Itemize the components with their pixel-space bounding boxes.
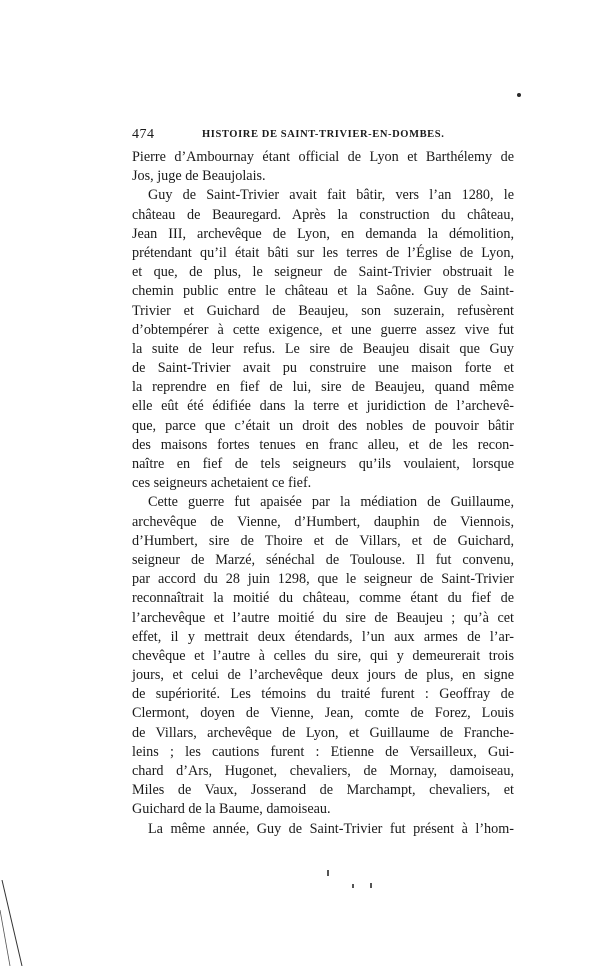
text-line: jours, et celui de l’archevêque deux jours de plus, en signe bbox=[132, 667, 514, 684]
text-line: naître en fief de tels seigneurs qu’ils voulaient, lorsque bbox=[132, 456, 514, 472]
text-line: que, parce que c’était un droit des nobles de pouvoir bâtir bbox=[132, 417, 514, 434]
text-line: Clermont, doyen de Vienne, Jean, comte de Forez, Louis bbox=[132, 705, 514, 722]
ink-speck bbox=[352, 884, 354, 888]
text-line: Jos, juge de Beaujolais. bbox=[132, 168, 266, 185]
text-line: des maisons fortes tenues en franc alleu, et de les recon- bbox=[132, 436, 514, 453]
text-line: château de Beauregard. Après la construction du château, bbox=[132, 206, 514, 223]
text-line: la reprendre en fief de lui, sire de Beaujeu, quand même bbox=[132, 379, 514, 396]
text-line: Pierre d’Ambournay étant official de Lyon et Barthélemy de bbox=[132, 149, 514, 165]
body-text bbox=[132, 148, 514, 839]
text-line: Trivier et Guichard de Beaujeu, son suzerain, refusèrent bbox=[132, 302, 514, 319]
text-line: l’archevêque et l’autre moitié du sire de Beaujeu ; qu’à cet bbox=[132, 609, 514, 626]
text-line: prétendant qu’il était bâti sur les terres de l’Église de Lyon, bbox=[132, 244, 514, 261]
text-line: reconnaîtrait la moitié du château, comme étant du fief de bbox=[132, 590, 514, 607]
text-line: Miles de Vaux, Josserand de Marchampt, chevaliers, et bbox=[132, 782, 514, 799]
text-line: Guichard de la Baume, damoiseau. bbox=[132, 801, 331, 818]
text-line: la suite de leur refus. Le sire de Beaujeu disait que Guy bbox=[132, 340, 514, 357]
text-line: et que, de plus, le seigneur de Saint-Trivier obstruait le bbox=[132, 264, 514, 281]
text-line: chemin public entre le château et la Saône. Guy de Saint- bbox=[132, 283, 514, 300]
ink-speck bbox=[370, 883, 372, 888]
text-line: d’Humbert, sire de Thoire et de Villars, et de Guichard, bbox=[132, 532, 514, 549]
text-line: chard d’Ars, Hugonet, chevaliers, de Mornay, damoiseau, bbox=[132, 763, 514, 779]
text-line: par accord du 28 juin 1298, que le seigneur de Saint-Trivier bbox=[132, 571, 514, 588]
text-line: de supériorité. Les témoins du traité furent : Geoffray de bbox=[132, 686, 514, 703]
text-line: Jean III, archevêque de Lyon, en demanda la démolition, bbox=[132, 225, 514, 242]
running-head: HISTOIRE DE SAINT-TRIVIER-EN-DOMBES. bbox=[202, 129, 445, 140]
text-line: de Villars, archevêque de Lyon, et Guillaume de Franche- bbox=[132, 724, 514, 741]
text-line: Cette guerre fut apaisée par la médiation de Guillaume, bbox=[148, 494, 514, 511]
text-line: seigneur de Marzé, sénéchal de Toulouse. Il fut convenu, bbox=[132, 551, 514, 568]
ink-speck bbox=[327, 870, 329, 876]
text-line: elle eût été édifiée dans la terre et juridiction de l’archevê- bbox=[132, 398, 514, 415]
text-line: d’obtempérer à cette exigence, et une guerre assez vive fut bbox=[132, 321, 514, 338]
text-line: La même année, Guy de Saint-Trivier fut présent à l’hom- bbox=[148, 820, 514, 837]
text-line: archevêque de Vienne, d’Humbert, dauphin de Viennois, bbox=[132, 513, 514, 530]
ink-speck bbox=[517, 93, 521, 97]
text-line: effet, il y mettrait deux étendards, l’un aux armes de l’ar- bbox=[132, 628, 514, 645]
margin-scratch-lines bbox=[0, 880, 60, 966]
text-line: chevêque et l’autre à celles du sire, qui y demeurerait trois bbox=[132, 647, 514, 664]
text-line: Guy de Saint-Trivier avait fait bâtir, vers l’an 1280, le bbox=[148, 187, 514, 204]
page-header bbox=[132, 127, 514, 145]
text-line: ces seigneurs achetaient ce fief. bbox=[132, 475, 312, 492]
text-line: leins ; les cautions furent : Etienne de Versailleux, Gui- bbox=[132, 743, 514, 760]
page-number: 474 bbox=[132, 127, 155, 142]
text-line: de Saint-Trivier avait pu construire une maison forte et bbox=[132, 360, 514, 377]
